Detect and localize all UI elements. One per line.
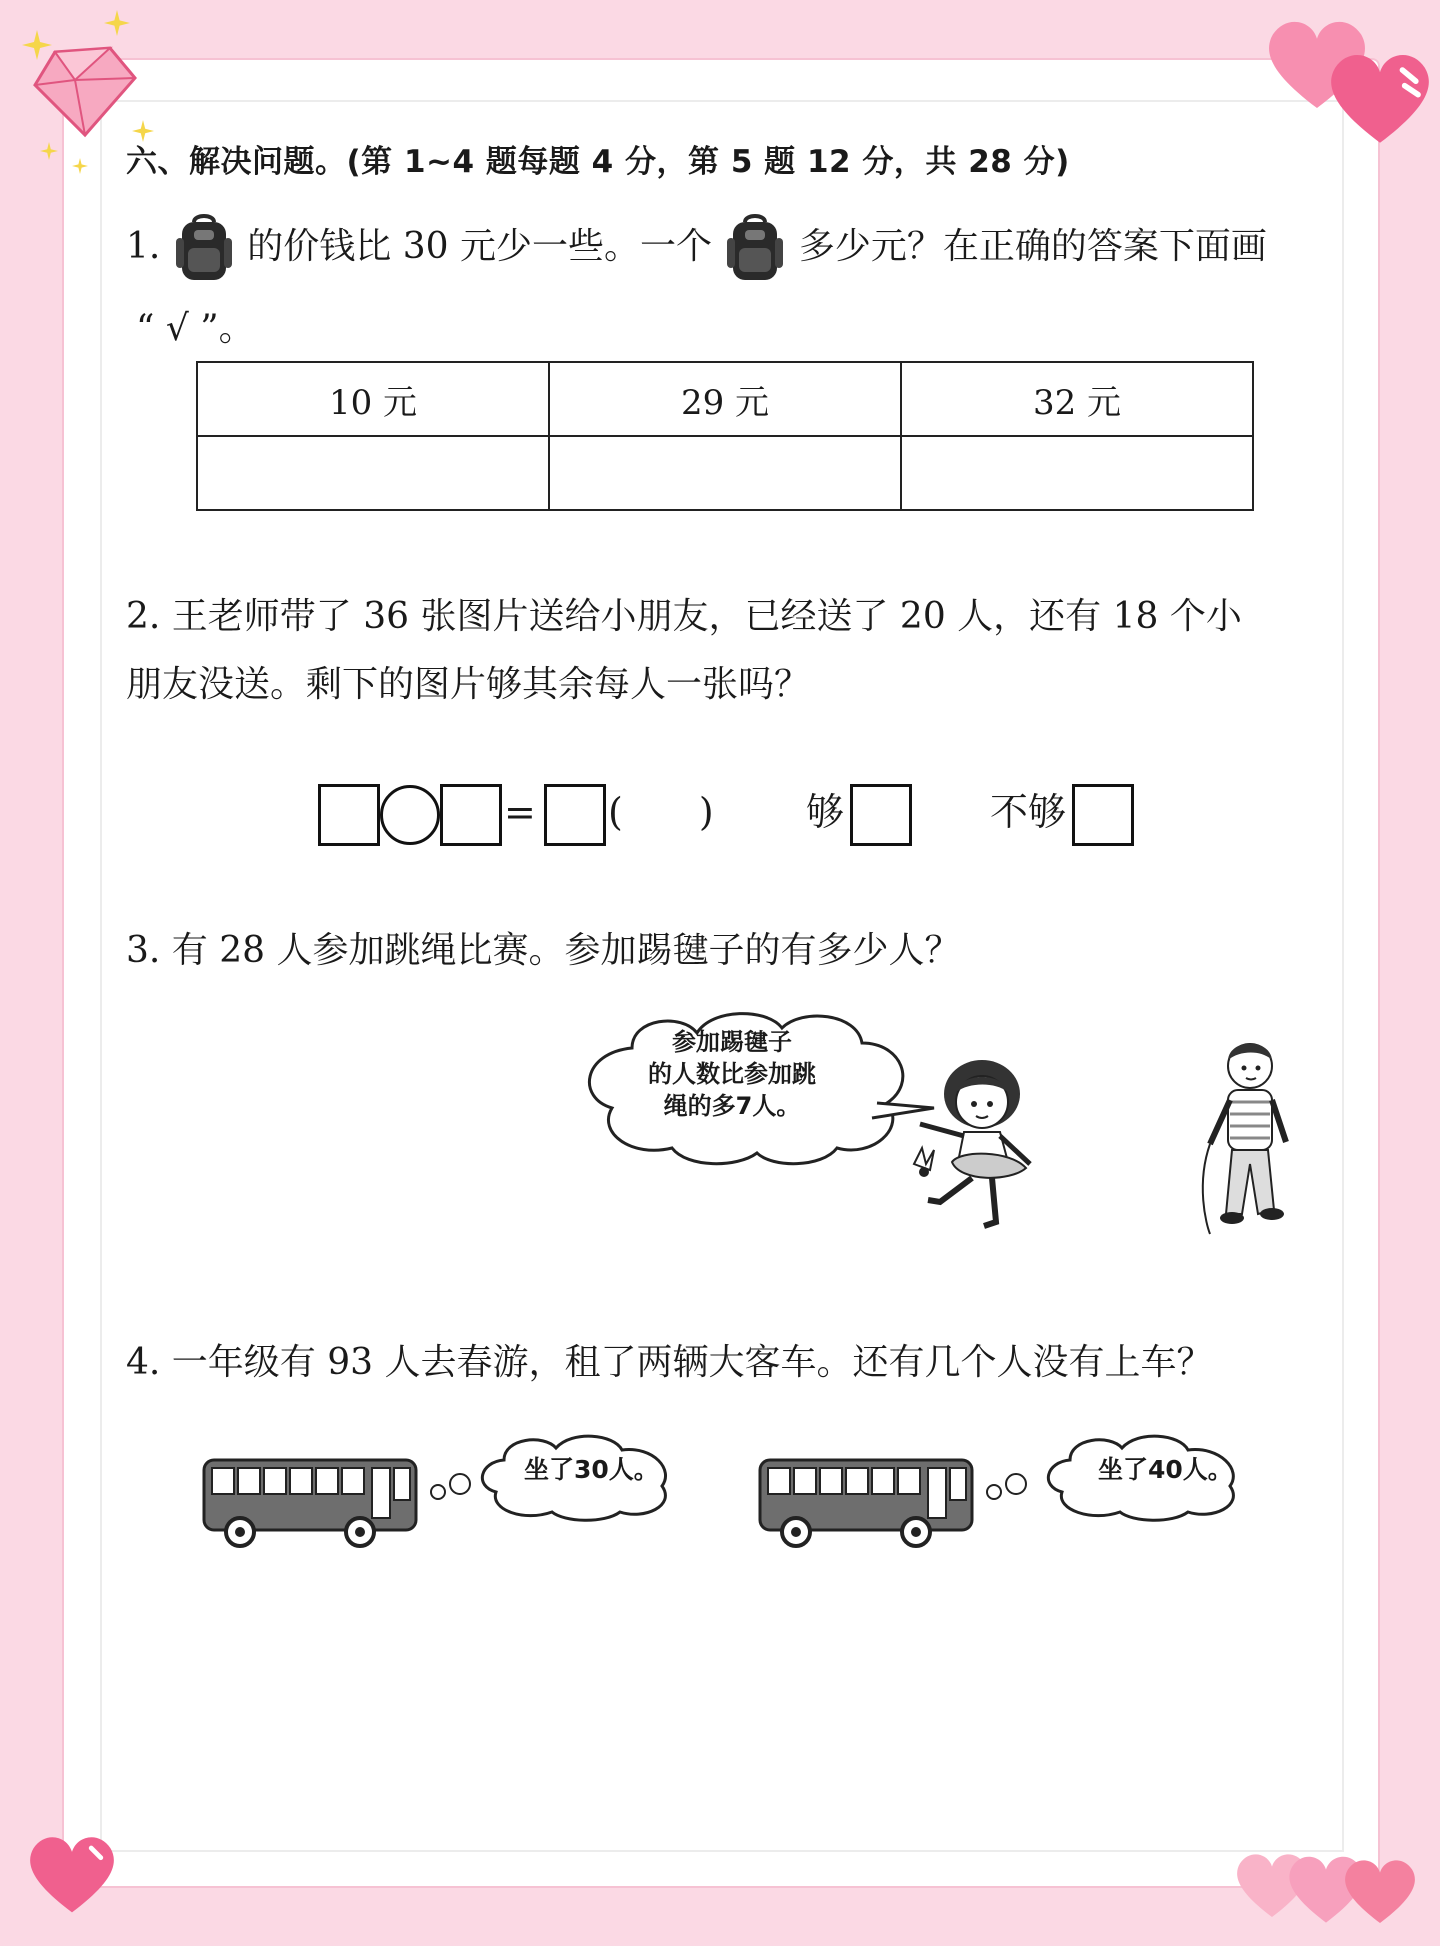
q1-text-b: 多少元？在正确的答案下面画 xyxy=(798,226,1267,267)
bubble-line-3: 绳的多7人。 xyxy=(663,1092,801,1120)
heart-icon xyxy=(1340,1854,1420,1928)
q4-line: 4. 一年级有 93 人去春游，租了两辆大客车。还有几个人没有上车？ xyxy=(126,1342,1213,1383)
bus1-bubble-text: 坐了30人。 xyxy=(524,1455,659,1484)
bus-icon xyxy=(200,1454,422,1550)
enough-label: 够 xyxy=(806,790,845,834)
girl-kicking-shuttlecock-icon xyxy=(900,1052,1070,1242)
bus2-bubble-text: 坐了40人。 xyxy=(1098,1455,1233,1484)
boy-with-jump-rope-icon xyxy=(1196,1034,1306,1244)
sparkle-icon xyxy=(40,140,58,162)
backpack-icon xyxy=(172,214,236,284)
backpack-icon xyxy=(723,214,787,284)
section-title: 六、解决问题。(第 1~4 题每题 4 分，第 5 题 12 分，共 28 分) xyxy=(126,144,1070,180)
unit-paren: ( ) xyxy=(608,790,714,834)
q1-line-2: “ √ ”。 xyxy=(136,308,255,349)
q1-text-a: 的价钱比 30 元少一些。一个 xyxy=(247,226,712,267)
q3-line: 3. 有 28 人参加跳绳比赛。参加踢毽子的有多少人？ xyxy=(126,930,961,971)
bubble-line-2: 的人数比参加跳 xyxy=(648,1060,816,1088)
operator-circle[interactable] xyxy=(380,785,440,845)
not-enough-box[interactable] xyxy=(1072,784,1134,846)
heart-icon xyxy=(1324,46,1436,150)
answer-cell-32[interactable] xyxy=(901,436,1253,510)
answer-cell-29[interactable] xyxy=(549,436,901,510)
q1-number: 1. xyxy=(126,226,161,267)
result-box[interactable] xyxy=(544,784,606,846)
q3-speech-bubble xyxy=(598,1026,866,1122)
q2-line-2: 朋友没送。剩下的图片够其余每人一张吗？ xyxy=(126,664,811,705)
not-enough-label: 不够 xyxy=(990,790,1067,834)
heart-icon xyxy=(24,1830,120,1918)
q1-answer-table xyxy=(196,361,1254,511)
option-32: 32 元 xyxy=(901,362,1253,436)
option-29: 29 元 xyxy=(549,362,901,436)
answer-cell-10[interactable] xyxy=(197,436,549,510)
q1-line-1 xyxy=(126,214,1267,284)
q2-line-1: 2. 王老师带了 36 张图片送给小朋友，已经送了 20 人，还有 18 个小 xyxy=(126,596,1242,637)
bubble-line-1: 参加踢毽子 xyxy=(672,1028,792,1056)
sparkle-icon xyxy=(104,8,130,38)
bus-icon xyxy=(756,1454,978,1550)
answer-box[interactable] xyxy=(440,784,502,846)
sparkle-icon xyxy=(22,30,52,60)
sparkle-icon xyxy=(72,156,88,176)
option-10: 10 元 xyxy=(197,362,549,436)
answer-box[interactable] xyxy=(318,784,380,846)
equals-sign: = xyxy=(504,790,536,834)
enough-box[interactable] xyxy=(850,784,912,846)
